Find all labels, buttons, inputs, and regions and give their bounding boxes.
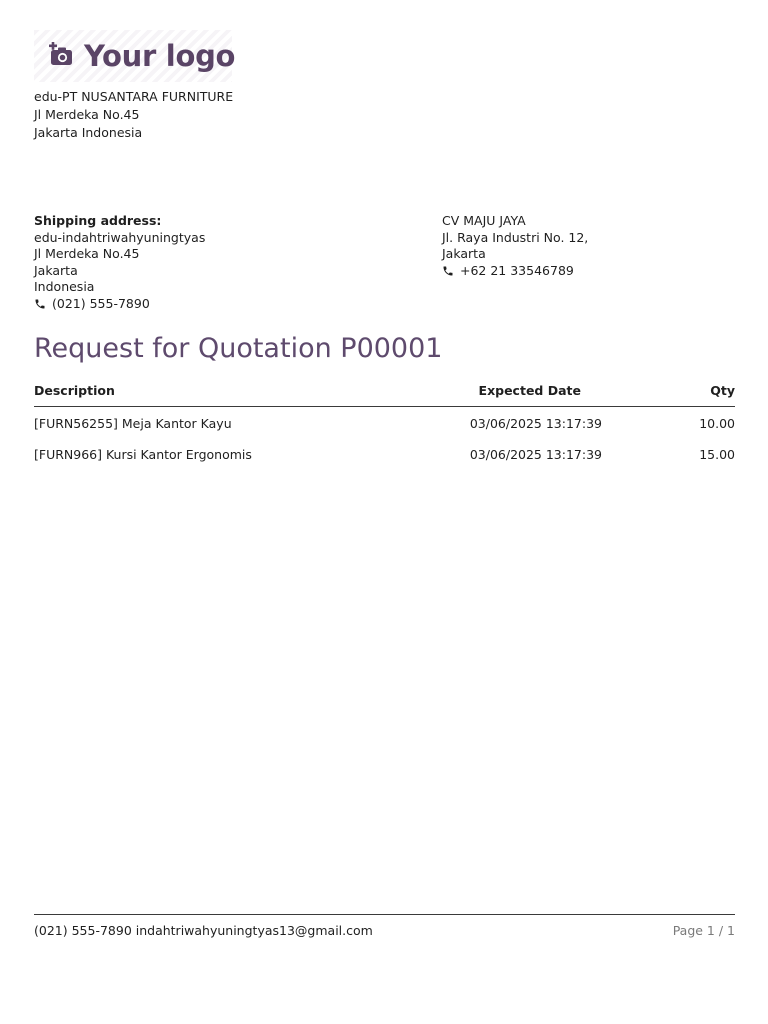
- vendor-city: Jakarta: [442, 246, 486, 261]
- vendor-address: [442, 213, 588, 279]
- shipping-name: edu-indahtriwahyuningtyas: [34, 229, 206, 245]
- page-number: Page 1 / 1: [672, 923, 735, 938]
- shipping-phone-line: [34, 296, 205, 313]
- phone-icon: [34, 298, 46, 310]
- vendor-street: Jl. Raya Industri No. 12,: [442, 229, 589, 245]
- row-qty: 15.00: [699, 447, 735, 462]
- vendor-phone-line: [442, 263, 588, 280]
- header-expected-date: Expected Date: [478, 383, 581, 398]
- order-lines-table: [34, 378, 735, 469]
- table-header: [34, 378, 735, 407]
- shipping-city: Jakarta: [34, 262, 78, 278]
- footer-divider: [34, 914, 735, 915]
- company-name: edu-PT NUSANTARA FURNITURE: [34, 89, 234, 104]
- company-logo: [34, 30, 236, 82]
- shipping-address: [34, 213, 205, 312]
- row-expected-date: 03/06/2025 13:17:39: [469, 416, 602, 431]
- table-row: [34, 438, 735, 469]
- header-qty: Qty: [710, 383, 735, 398]
- phone-icon: [442, 265, 454, 277]
- vendor-name: CV MAJU JAYA: [442, 213, 526, 228]
- row-description: [FURN966] Kursi Kantor Ergonomis: [34, 447, 252, 462]
- logo-text: Your logo: [84, 39, 236, 73]
- camera-plus-icon: [48, 42, 74, 68]
- footer-contact: (021) 555-7890 indahtriwahyuningtyas13@gmail.com: [34, 923, 373, 938]
- shipping-country: Indonesia: [34, 279, 95, 294]
- table-row: [34, 407, 735, 438]
- row-description: [FURN56255] Meja Kantor Kayu: [34, 416, 232, 431]
- document-title: Request for Quotation P00001: [34, 333, 443, 364]
- header-description: Description: [34, 383, 115, 398]
- shipping-label: Shipping address:: [34, 213, 162, 228]
- shipping-street: Jl Merdeka No.45: [34, 246, 140, 261]
- row-expected-date: 03/06/2025 13:17:39: [469, 447, 602, 462]
- company-city-country: Jakarta Indonesia: [34, 125, 143, 140]
- shipping-phone: (021) 555-7890: [52, 295, 150, 311]
- row-qty: 10.00: [699, 416, 735, 431]
- company-address: [34, 88, 233, 142]
- vendor-phone: +62 21 33546789: [460, 262, 574, 278]
- company-street: Jl Merdeka No.45: [34, 107, 140, 122]
